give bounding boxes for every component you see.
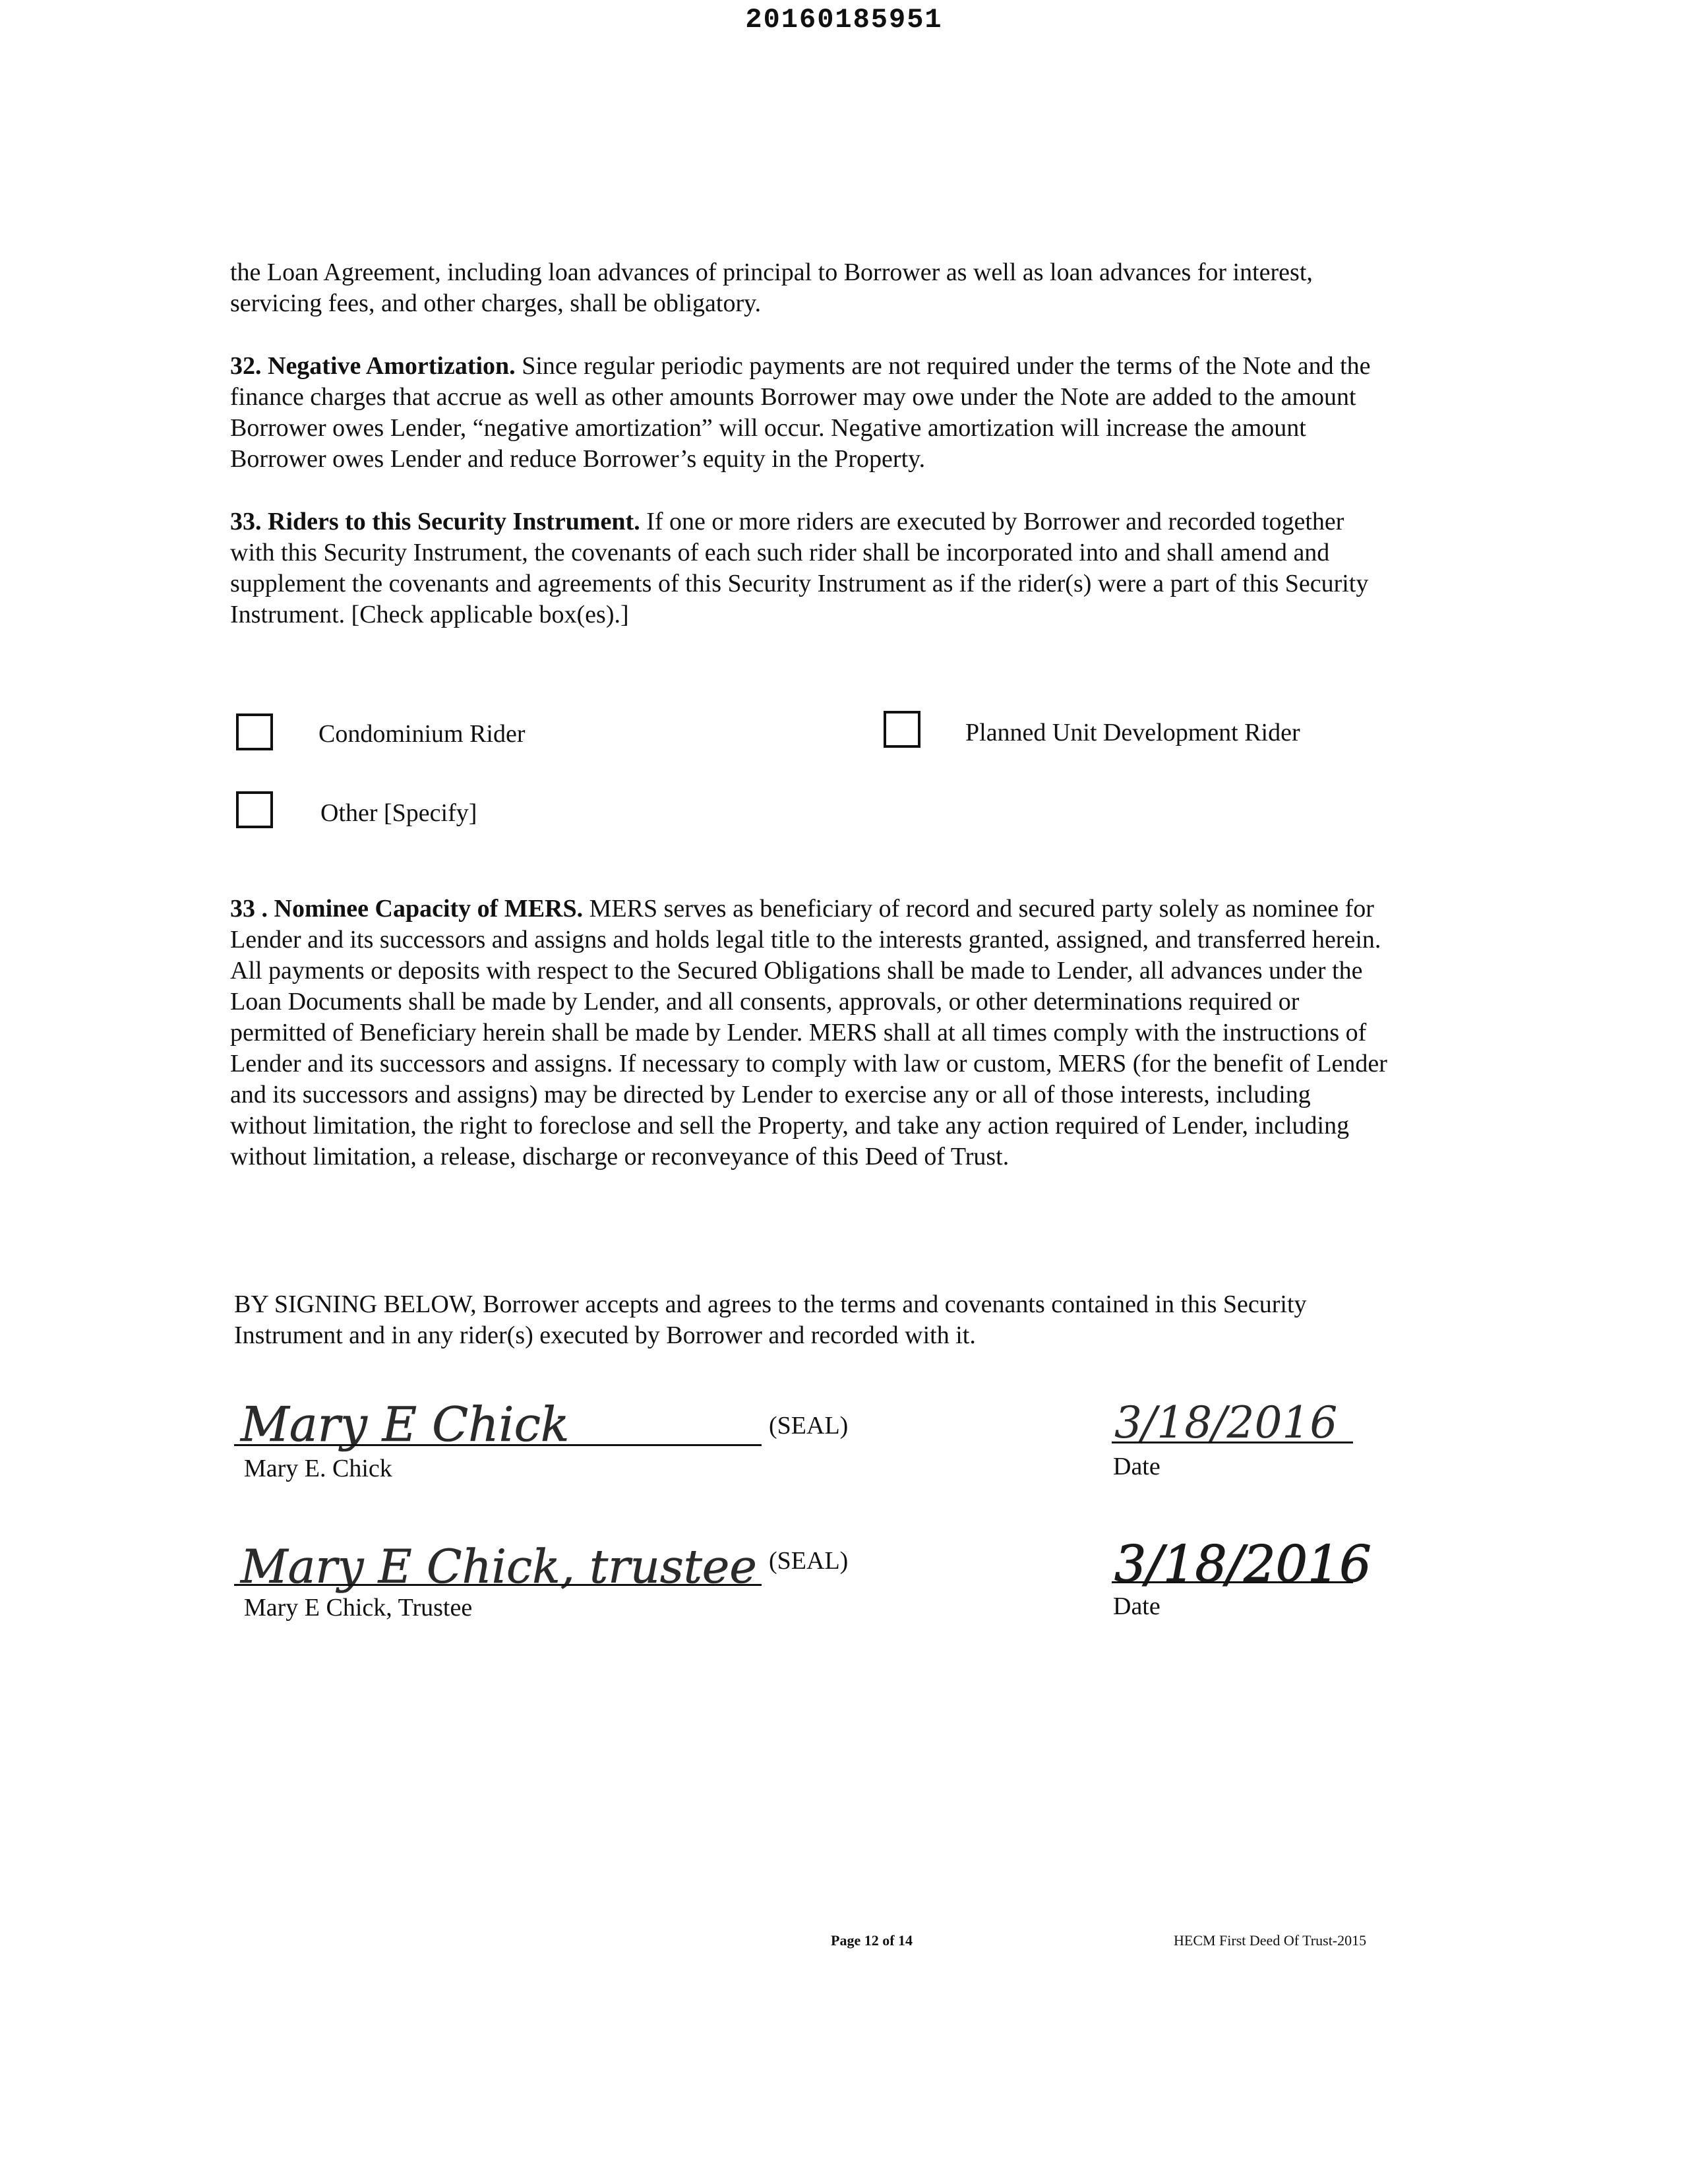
signature-2-script: Mary E Chick, trustee xyxy=(241,1540,757,1594)
section-33-mers-text: MERS serves as beneficiary of record and secured party solely as nominee for Lender and its successors and assigns and holds legal title to the interests granted, assigned, and transferred herein. All payments or deposits with respect to the Secured Obligations shall be made to Lender, all advances under the Loan Documents shall be made by Lender, and all consents, approvals, or other determinations required or permitted of Beneficiary herein shall be made by Lender. MERS shall at all times comply with the instructions of Lender and its successors and assigns. If necessary to comply with law or custom, MERS (for the benefit of Lender and its successors and assigns) may be directed by Lender to exercise any or all of those interests, including without limitation, the right to foreclose and sell the Property, and take any action required of Lender, including without limitation, a release, discharge or reconveyance of this Deed of Trust. xyxy=(230,895,1387,1170)
section-33-heading: 33. Riders to this Security Instrument. xyxy=(230,508,640,535)
date-1-line xyxy=(1112,1441,1353,1443)
date-1-label: Date xyxy=(1113,1453,1160,1480)
section-32-text: Since regular periodic payments are not required under the terms of the Note and the finance charges that accrue as well as other amounts Borrower may owe under the Note are added to the amount Borrower owes Lender, “negative amortization” will occur. Negative amortization will increase the amount Borrower owes Lender and reduce Borrower’s equity in the Property. xyxy=(230,352,1371,473)
signature-2-line xyxy=(234,1584,762,1586)
signing-statement: BY SIGNING BELOW, Borrower accepts and agrees to the terms and covenants contained in this Security Instrument and in any rider(s) executed by Borrower and recorded with it. xyxy=(234,1290,1307,1349)
section-32-negative-amortization xyxy=(230,351,1391,475)
signature-2-seal: (SEAL) xyxy=(769,1547,849,1575)
date-2-label: Date xyxy=(1113,1592,1160,1620)
signature-1-image xyxy=(234,1381,643,1454)
pud-rider-label: Planned Unit Development Rider xyxy=(965,719,1300,746)
date-1-handwritten xyxy=(1108,1385,1372,1451)
date-2-line xyxy=(1112,1581,1353,1583)
recording-number: 20160185951 xyxy=(745,4,943,36)
date-1-script: 3/18/2016 xyxy=(1114,1397,1338,1448)
section-33-riders xyxy=(230,506,1391,630)
signature-1-seal: (SEAL) xyxy=(769,1412,849,1440)
pud-rider-checkbox[interactable] xyxy=(884,711,920,748)
footer-page-number: Page 12 of 14 xyxy=(831,1932,913,1949)
footer-form-name: HECM First Deed Of Trust-2015 xyxy=(1174,1932,1367,1949)
signature-1-script: Mary E Chick xyxy=(241,1397,570,1452)
other-rider-checkbox[interactable] xyxy=(236,791,273,828)
condominium-rider-label: Condominium Rider xyxy=(318,720,526,748)
paragraph-continuation: the Loan Agreement, including loan advances of principal to Borrower as well as loan advances for interest, servicing fees, and other charges, shall be obligatory. xyxy=(230,258,1313,317)
signature-1-name: Mary E. Chick xyxy=(244,1455,392,1482)
signature-2-name: Mary E Chick, Trustee xyxy=(244,1594,473,1622)
section-33-nominee-mers xyxy=(230,894,1391,1172)
section-33-mers-heading: 33 . Nominee Capacity of MERS. xyxy=(230,895,584,923)
condominium-rider-checkbox[interactable] xyxy=(236,713,273,750)
section-33-text: If one or more riders are executed by Borrower and recorded together with this Security Instrument, the covenants of each such rider shall be incorporated into and shall amend and supplement the covenants and agreements of this Security Instrument as if the rider(s) were a part of this Security Instrument. [Check applicable box(es).] xyxy=(230,508,1369,628)
signature-1-line xyxy=(234,1444,762,1446)
section-32-heading: 32. Negative Amortization. xyxy=(230,352,516,380)
date-2-handwritten xyxy=(1108,1523,1385,1596)
other-rider-label: Other [Specify] xyxy=(320,799,477,827)
date-2-script: 3/18/2016 xyxy=(1114,1534,1372,1593)
